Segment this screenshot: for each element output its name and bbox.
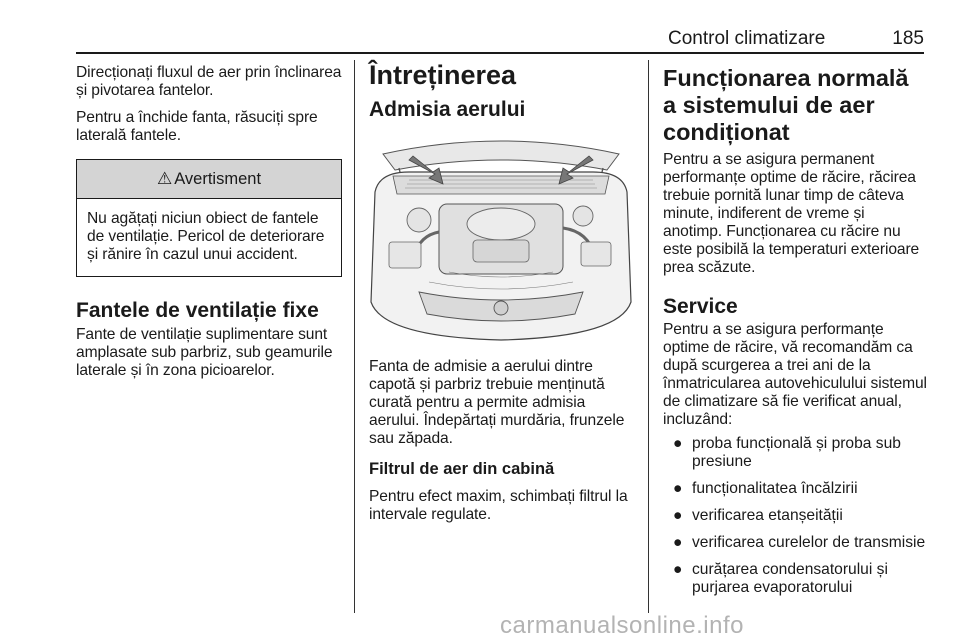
- column-divider-2: [648, 60, 649, 613]
- maintenance-heading: Întreținerea: [369, 60, 517, 90]
- vent-close-text: Pentru a închide fanta, răsuciți spre laterală fantele.: [76, 109, 318, 144]
- air-intake-heading: Admisia aerului: [369, 98, 526, 121]
- service-text: Pentru a se asigura performanțe optime de răcire, vă recomandăm ca după scurgerea a trei ani de la înmatricularea autovehiculului sistemul de climatizare să fie verificat anual, incluzând:: [663, 321, 927, 428]
- column-1: [76, 64, 342, 380]
- column-divider-1: [354, 60, 355, 613]
- page-header: [0, 0, 960, 52]
- fixed-vents-heading: Fantele de ventilație fixe: [76, 299, 319, 322]
- ac-operation-text: Pentru a se asigura permanent performanțe optime de răcire, răcirea trebuie pornită lunar timp de câteva minute, indiferent de vreme și anotimp. Funcționarea cu răcire nu este posibilă la temperaturi exterioare prea scăzute.: [663, 151, 920, 276]
- warning-body: [77, 199, 341, 276]
- warning-box: [76, 159, 342, 277]
- air-intake-caption: Fanta de admisie a aerului dintre capotă și parbriz trebuie menținută curată pentru a permite admisia aerului. Îndepărtați murdăria, frunzele sau zăpada.: [369, 358, 625, 447]
- list-item: ● verificarea curelelor de transmisie: [673, 534, 926, 551]
- list-item: ● verificarea etanșeității: [673, 507, 843, 524]
- warning-title: Avertisment: [174, 169, 262, 188]
- column-3: [663, 64, 927, 606]
- vent-direction-text: Direcționați fluxul de aer prin înclinarea și pivotarea fantelor.: [76, 64, 342, 99]
- cabin-filter-text: Pentru efect maxim, schimbați filtrul la intervale regulate.: [369, 488, 628, 523]
- list-item: ● curățarea condensatorului și purjarea evaporatorului: [673, 561, 888, 596]
- bullet-icon: ●: [673, 561, 683, 578]
- bullet-icon: ●: [673, 534, 683, 551]
- warning-text: Nu agățați niciun obiect de fantele de ventilație. Pericol de deteriorare și rănire în cazul unui accident.: [87, 210, 325, 263]
- bullet-icon: ●: [673, 480, 683, 497]
- service-checklist: [663, 435, 927, 597]
- page-number: 185: [892, 28, 924, 49]
- fixed-vents-text: Fante de ventilație suplimentare sunt amplasate sub parbriz, sub geamurile laterale și în zona picioarelor.: [76, 326, 333, 379]
- ac-operation-heading: Funcționarea normală a sistemului de aer condiționat: [663, 65, 909, 145]
- engine-bay-illustration: [369, 132, 633, 342]
- header-rule: [76, 52, 924, 54]
- warning-triangle-icon: ⚠: [156, 169, 173, 188]
- bullet-icon: ●: [673, 435, 683, 452]
- list-item: ● proba funcțională și proba sub presiune: [673, 435, 901, 470]
- column-2: [369, 60, 633, 524]
- cabin-filter-heading: Filtrul de aer din cabină: [369, 460, 555, 478]
- watermark: carmanualsonline.info: [500, 612, 744, 639]
- list-item: ● funcționalitatea încălzirii: [673, 480, 858, 497]
- chapter-title: Control climatizare: [668, 28, 826, 49]
- warning-header: [77, 160, 341, 199]
- service-heading: Service: [663, 295, 738, 318]
- bullet-icon: ●: [673, 507, 683, 524]
